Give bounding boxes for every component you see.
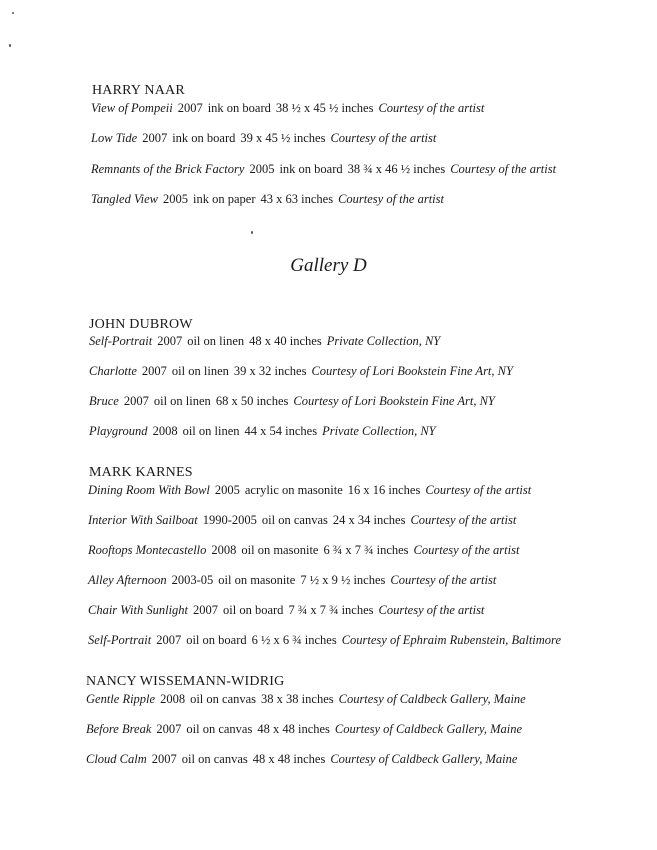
- artwork-entry: [89, 334, 440, 349]
- artwork-size: 38 ¾ x 46 ½ inches: [347, 162, 446, 176]
- artwork-title: Self-Portrait: [89, 334, 153, 348]
- artwork-credit: Courtesy of Caldbeck Gallery, Maine: [330, 752, 518, 766]
- artwork-medium: oil on masonite: [218, 573, 296, 587]
- artwork-entry: [88, 603, 484, 618]
- artwork-year: 2007: [157, 334, 183, 348]
- artwork-credit: Courtesy of the artist: [378, 603, 485, 617]
- artwork-title: Alley Afternoon: [88, 573, 167, 587]
- artwork-size: 38 ½ x 45 ½ inches: [275, 101, 374, 115]
- artwork-credit: Private Collection, NY: [326, 334, 441, 348]
- artwork-credit: Courtesy of Caldbeck Gallery, Maine: [334, 722, 523, 736]
- artwork-size: 68 x 50 inches: [215, 394, 289, 408]
- artwork-size: 39 x 45 ½ inches: [240, 131, 326, 145]
- artwork-title: Cloud Calm: [86, 752, 147, 766]
- artwork-year: 2007: [156, 722, 182, 736]
- artwork-credit: Courtesy of the artist: [450, 162, 557, 176]
- artwork-title: Charlotte: [89, 364, 137, 378]
- artwork-year: 2008: [152, 424, 178, 438]
- artwork-credit: Courtesy of the artist: [378, 101, 485, 115]
- artwork-size: 48 x 40 inches: [249, 334, 322, 348]
- artwork-entry: [89, 364, 513, 379]
- artwork-medium: acrylic on masonite: [244, 483, 343, 497]
- artwork-size: 38 x 38 inches: [261, 692, 334, 706]
- artwork-entry: [91, 192, 444, 207]
- artist-name: NANCY WISSEMANN-WIDRIG: [86, 674, 285, 689]
- artwork-medium: oil on linen: [171, 364, 229, 378]
- artist-name: JOHN DUBROW: [89, 317, 193, 332]
- artwork-entry: [91, 131, 436, 146]
- artwork-credit: Courtesy of Caldbeck Gallery, Maine: [338, 692, 526, 706]
- artwork-size: 24 x 34 inches: [332, 513, 406, 527]
- artwork-year: 2005: [163, 192, 189, 206]
- artwork-entry: [88, 573, 496, 588]
- artwork-medium: ink on board: [279, 162, 343, 176]
- artwork-size: 7 ¾ x 7 ¾ inches: [288, 603, 374, 617]
- artwork-year: 2007: [151, 752, 177, 766]
- artwork-year: 1990-2005: [202, 513, 257, 527]
- artwork-credit: Courtesy of the artist: [330, 131, 437, 145]
- artwork-credit: Private Collection, NY: [322, 424, 436, 438]
- artwork-title: Tangled View: [91, 192, 159, 206]
- artwork-medium: oil on canvas: [181, 752, 248, 766]
- artwork-size: 7 ½ x 9 ½ inches: [300, 573, 386, 587]
- artwork-credit: Courtesy of Lori Bookstein Fine Art, NY: [293, 394, 495, 408]
- artwork-title: Dining Room With Bowl: [88, 483, 210, 497]
- artwork-medium: oil on masonite: [241, 543, 319, 557]
- artwork-medium: oil on canvas: [190, 692, 257, 706]
- artwork-entry: [91, 162, 556, 177]
- artwork-credit: Courtesy of the artist: [338, 192, 444, 206]
- scan-speck: [251, 231, 253, 234]
- artwork-size: 16 x 16 inches: [347, 483, 421, 497]
- artwork-entry: [89, 424, 436, 439]
- artwork-credit: Courtesy of the artist: [410, 513, 517, 527]
- artwork-size: 6 ½ x 6 ¾ inches: [251, 633, 337, 647]
- artist-name: HARRY NAAR: [92, 83, 185, 98]
- artwork-title: Gentle Ripple: [86, 692, 156, 706]
- artwork-credit: Courtesy of Lori Bookstein Fine Art, NY: [311, 364, 513, 378]
- artwork-entry: [91, 101, 484, 116]
- artwork-size: 48 x 48 inches: [252, 752, 326, 766]
- artwork-medium: oil on canvas: [186, 722, 253, 736]
- artwork-year: 2007: [141, 364, 167, 378]
- artwork-year: 2005: [249, 162, 275, 176]
- artwork-year: 2007: [156, 633, 182, 647]
- artwork-year: 2007: [123, 394, 149, 408]
- artwork-size: 44 x 54 inches: [244, 424, 318, 438]
- artwork-entry: [86, 692, 526, 707]
- artwork-credit: Courtesy of the artist: [390, 573, 497, 587]
- artwork-year: 2007: [142, 131, 168, 145]
- artwork-entry: [88, 543, 519, 558]
- artwork-entry: [88, 483, 531, 498]
- artwork-medium: ink on board: [207, 101, 271, 115]
- artwork-entry: [88, 513, 516, 528]
- gallery-heading: Gallery D: [290, 255, 367, 276]
- artwork-year: 2003-05: [171, 573, 214, 587]
- artwork-entry: [86, 752, 517, 767]
- artwork-year: 2007: [193, 603, 219, 617]
- artwork-title: Remnants of the Brick Factory: [91, 162, 245, 176]
- artwork-title: Bruce: [89, 394, 119, 408]
- artwork-title: Before Break: [86, 722, 152, 736]
- artwork-entry: [86, 722, 522, 737]
- artwork-medium: ink on paper: [193, 192, 256, 206]
- artwork-medium: oil on linen: [182, 424, 240, 438]
- artwork-year: 2005: [214, 483, 240, 497]
- artwork-title: Chair With Sunlight: [88, 603, 189, 617]
- artwork-credit: Courtesy of the artist: [425, 483, 532, 497]
- artwork-title: Playground: [89, 424, 148, 438]
- artwork-medium: oil on linen: [153, 394, 211, 408]
- artwork-medium: oil on board: [223, 603, 284, 617]
- artwork-size: 6 ¾ x 7 ¾ inches: [323, 543, 409, 557]
- artwork-year: 2008: [211, 543, 237, 557]
- artwork-year: 2007: [177, 101, 203, 115]
- scan-speck: [12, 12, 14, 14]
- artwork-entry: [89, 394, 495, 409]
- scan-speck: [9, 44, 11, 47]
- artwork-medium: oil on canvas: [261, 513, 328, 527]
- artwork-medium: oil on linen: [187, 334, 245, 348]
- artwork-entry: [88, 633, 561, 648]
- artwork-credit: Courtesy of Ephraim Rubenstein, Baltimore: [341, 633, 561, 647]
- artwork-title: Low Tide: [91, 131, 138, 145]
- artwork-title: Interior With Sailboat: [88, 513, 198, 527]
- artwork-size: 43 x 63 inches: [260, 192, 334, 206]
- artwork-title: Self-Portrait: [88, 633, 152, 647]
- artwork-medium: ink on board: [172, 131, 236, 145]
- artwork-medium: oil on board: [186, 633, 247, 647]
- artist-name: MARK KARNES: [89, 465, 193, 480]
- artwork-title: View of Pompeii: [91, 101, 173, 115]
- artwork-title: Rooftops Montecastello: [88, 543, 207, 557]
- artwork-credit: Courtesy of the artist: [413, 543, 520, 557]
- artwork-size: 39 x 32 inches: [233, 364, 307, 378]
- artwork-year: 2008: [160, 692, 186, 706]
- artwork-size: 48 x 48 inches: [257, 722, 330, 736]
